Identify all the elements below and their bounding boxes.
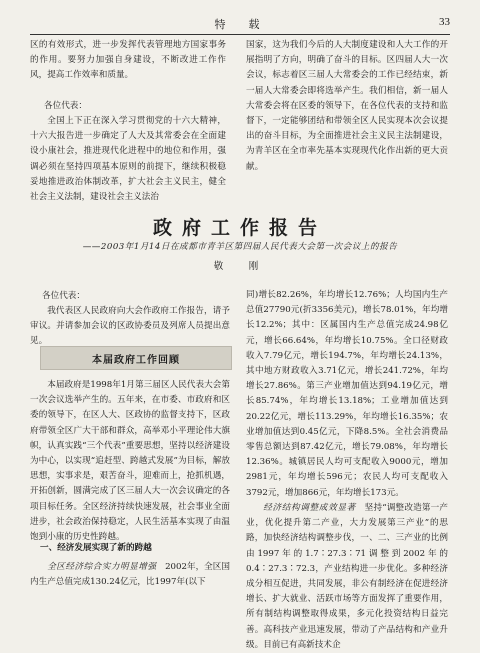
prev-article-paragraph: 全国上下正在深入学习贯彻党的十六大精神，十六大报告进一步确定了人大及其常委会在全面建设小康社会，推进现代化进程中的地位和作用，强调必须在坚持四项基本原则的前提下，继续积极稳妥地推进政治体制改革，扩大社会主义民主，健全社会主义法制，建设社会主义法治 bbox=[30, 116, 226, 203]
right-column-paragraph bbox=[246, 501, 448, 653]
section-heading: 本届政府工作回顾 bbox=[92, 355, 180, 366]
article-subtitle: ——2003年1月14日在成都市青羊区第四届人民代表大会第一次会议上的报告 bbox=[82, 242, 398, 252]
section-heading-box bbox=[40, 346, 232, 370]
running-header bbox=[30, 14, 450, 35]
article-author: 敬 刚 bbox=[213, 261, 267, 272]
paragraph-text: 2002年，全区国内生产总值完成130.24亿元，比1997年(以下 bbox=[30, 562, 230, 588]
paragraph-lead: 全区经济综合实力明显增强 bbox=[47, 562, 157, 572]
prev-article-paragraph: 国家，这为我们今后的人大制度建设和人大工作的开展指明了方向，明确了奋斗的目标。区四届人大一次会议，标志着区三届人大常委会的工作已经结束，新一届人大常委会即将选举产生。我们相信，新一届人大常委会将在区委的领导下，在各位代表的支持和监督下，一定能够团结和带领全区人民实现本次会议提出的奋斗目标，为全面推进社会主义民主法制建设，为青羊区在全市率先基本实现现代化作出新的更大贡献。 bbox=[246, 40, 448, 172]
report-intro: 我代表区人民政府向大会作政府工作报告，请予审议。并请参加会议的区政协委员及列席人员提出意见。 bbox=[30, 306, 230, 347]
section-paragraph: 本届政府是1998年1月第三届区人民代表大会第一次会议选举产生的。五年来，在市委、市政府和区委的领导下，在区人大、区政协的监督支持下，区政府带领全区广大干部和群众，高举邓小平理论伟大旗帜，认真实践“三个代表”重要思想，坚持以经济建设为中心，以实现“追赶型、跨越式发展”为目标，解放思想，实事求是，艰苦奋斗，迎难而上，抢抓机遇，开拓创新，圆满完成了区三届人大一次会议确定的各项目标任务。全区经济持续快速发展，社会事业全面进步，社会政治保持稳定，人民生活基本实现了由温饱到小康的历史性跨越。 bbox=[30, 380, 230, 543]
subsection-heading: 一、经济发展实现了新的跨越 bbox=[40, 543, 152, 553]
article-title: 政府工作报告 bbox=[152, 217, 327, 239]
section-name: 特 载 bbox=[214, 18, 266, 31]
right-column-paragraph: 同)增长82.26%，年均增长12.76%；人均国内生产总值27790元(折3356美元)，增长78.01%，年均增长12.2%；其中：区属国内生产总值完成24.98亿元，增长66.64%，年均增长10.75%。全口径财政收入7.79亿元，增长194.7%，年均增长24.13%，其中地方财政收入3.71亿元，增长241.72%，年均增长27.86%。第三产业增加值达到94.19亿元，增长85.74%，年均增长13.18%；工业增加值达到20.22亿元，增长113.29%，年均增长16.35%；农业增加值达到0.45亿元，下降8.5%。全社会消费品零售总额达到87.42亿元，增长79.08%，年均增长12.36%。城镇居民人均可支配收入9000元，增加2981元，年均增长596元；农民人均可支配收入3792元，增加866元，年均增长173元。 bbox=[246, 290, 448, 498]
subsection-paragraph bbox=[30, 560, 230, 590]
page-number: 33 bbox=[439, 16, 450, 28]
paragraph-text: 坚持“调整改造第一产业，优化提升第二产业，大力发展第三产业”的思路，加快经济结构调整步伐，一、二、三产业的比例由1997年的1.7∶27.3∶71调整到2002年的0.4∶27.3∶72.3，产业结构进一步优化。多种经济成分相互促进，共同发展，非公有制经济在促进经济增长、扩大就业、活跃市场等方面发挥了重要作用，所有制结构调整取得成果，多元化投资结构日益完善。高科技产业迅速发展，带动了产品结构和产业升级。目前已有高新技术企 bbox=[246, 503, 448, 650]
prev-article-paragraph: 区的有效形式，进一步发挥代表管理地方国家事务的作用。要努力加强自身建设，不断改进工作作风，提高工作效率和质量。 bbox=[30, 40, 226, 81]
report-greeting: 各位代表： bbox=[42, 291, 85, 301]
paragraph-lead: 经济结构调整成效显著 bbox=[263, 503, 356, 513]
prev-article-greeting: 各位代表： bbox=[44, 101, 87, 111]
